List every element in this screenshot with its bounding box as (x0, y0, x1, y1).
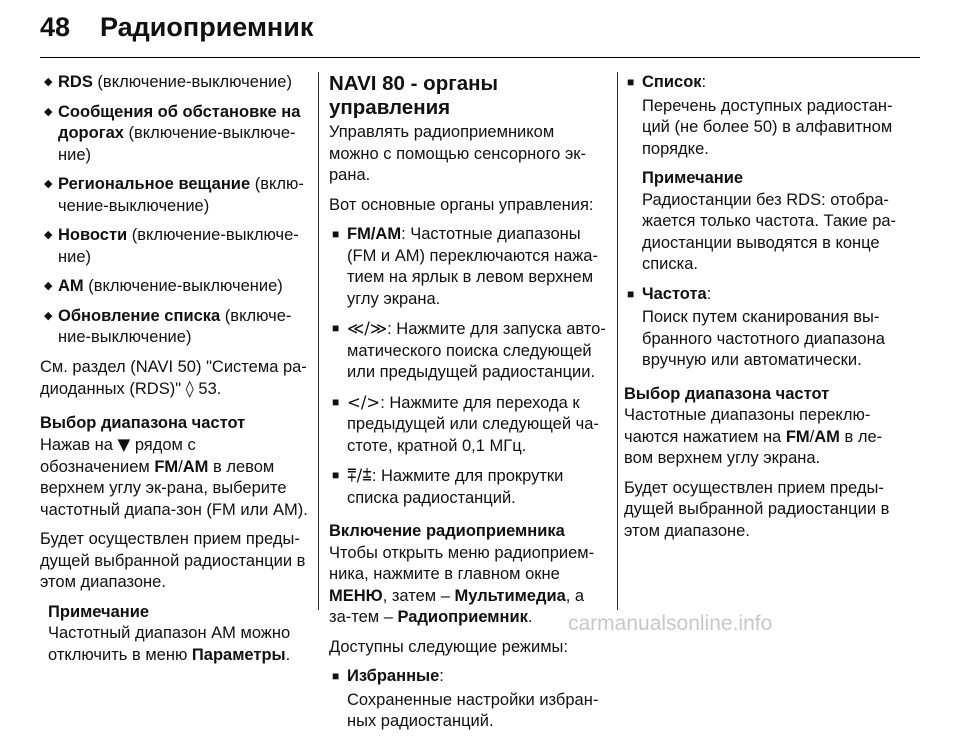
option-desc: (включение-выключение) (83, 277, 283, 295)
list-item (40, 225, 308, 268)
text: : Нажмите для прокрутки списка радиостанций. (347, 467, 564, 507)
option-name: Новости (58, 226, 128, 244)
text: : Нажмите для перехода к предыдущей или следующей ча-стоте, кратной 0,1 МГц. (347, 393, 599, 455)
section-heading: Выбор диапазона частот (40, 413, 246, 432)
text: : Частотные диапазоны (FM и AM) переключаются нажа-тием на ярлык в левом верхнем углу экрана. (347, 225, 598, 308)
rds-option-list (40, 72, 308, 349)
option-desc: (включение-выключение) (92, 73, 292, 91)
column-2 (329, 72, 607, 741)
paragraph: Вот основные органы управления: (329, 195, 594, 214)
fm-label: FM (785, 427, 810, 446)
option-desc: (включение-выключе-ние) (58, 124, 296, 164)
option-desc: (вклю-чение-выключение) (58, 175, 304, 215)
paragraph (624, 405, 900, 470)
menu-name: Параметры (191, 645, 286, 664)
cross-reference-page[interactable]: 53. (193, 380, 222, 398)
page-reference-icon: ◊ (185, 379, 194, 398)
menu-name: МЕНЮ (329, 586, 383, 605)
list-item (40, 72, 308, 94)
text: : Нажмите для запуска авто-матического поиска следующей или предыдущей радиостанции. (347, 320, 606, 381)
text: рядом с обозначением (40, 436, 196, 476)
option-name: Региональное вещание (58, 175, 251, 193)
option-desc: (включение-выключе-ние) (58, 226, 299, 266)
list-item (624, 284, 900, 306)
menu-name: Радиоприемник (397, 608, 528, 626)
text: / (178, 457, 183, 476)
option-name: RDS (58, 73, 93, 91)
scroll-icon: ⩱/⩲ (347, 466, 372, 485)
paragraph: Будет осуществлен прием преды-дущей выбранной радиостанции в этом диапазоне. (624, 478, 890, 540)
list-item (624, 72, 900, 94)
paragraph (40, 434, 308, 521)
menu-name: Мультимедиа (454, 586, 566, 605)
text: в ле-вом верхнем углу экрана. (624, 427, 883, 467)
paragraph: Управлять радиоприемником можно с помощью сенсорного эк-рана. (329, 123, 587, 184)
mode-description: Сохраненные настройки избран-ных радиостанций. (347, 690, 599, 730)
text: Чтобы открыть меню радиоприем-ника, нажмите в главном окне (329, 543, 595, 583)
note-box (624, 168, 900, 276)
text: : (701, 73, 707, 91)
section-heading: Выбор диапазона частот (624, 384, 830, 403)
am-label: AM (814, 427, 840, 446)
paragraph (329, 543, 607, 629)
note-text: Радиостанции без RDS: отобра-жается только частота. Такие ра-диостанции выводятся в конце списка. (642, 190, 897, 273)
note-title: Примечание (48, 602, 150, 621)
mode-label: Список (642, 73, 702, 91)
text: в левом верхнем углу эк-рана, выберите частотный диапа-зон (FM или AM). (40, 457, 308, 519)
mode-description: Поиск путем сканирования вы-бранного частотного диапазона вручную или автоматически. (642, 308, 885, 369)
section-heading: Включение радиоприемника (329, 522, 565, 540)
text: . (285, 645, 291, 664)
text: Частотные диапазоны переклю-чаются нажатием на (624, 406, 871, 446)
text: , а за-тем – (329, 586, 585, 626)
fm-label: FM (154, 457, 179, 476)
am-label: AM (182, 457, 209, 476)
text: Нажав на (40, 436, 118, 454)
page-number: 48 (40, 12, 71, 42)
page-header (0, 0, 960, 58)
text: , затем – (382, 586, 455, 605)
list-item (329, 465, 607, 509)
option-name: AM (58, 277, 84, 295)
list-item (40, 306, 308, 349)
column-divider (617, 72, 618, 610)
text: Частотный диапазон AM можно отключить в меню (48, 624, 291, 664)
list-item (40, 102, 308, 167)
text: / (809, 427, 815, 446)
list-item (329, 318, 607, 384)
cross-reference-text: См. раздел (NAVI 50) "Система ра-диоданных (RDS)" (40, 357, 307, 398)
control-label: FM/AM (347, 225, 402, 243)
note-text (48, 623, 308, 666)
header-divider (40, 57, 920, 58)
mode-label: Частота (642, 284, 707, 303)
list-item (40, 174, 308, 217)
option-desc: (включе-ние-выключение) (58, 306, 292, 346)
seek-icon: ≪/≫ (347, 319, 388, 338)
list-item (329, 392, 607, 458)
triangle-down-icon: ▼ (117, 435, 131, 454)
mode-description: Перечень доступных радиостан-ций (не более 50) в алфавитном порядке. (642, 96, 893, 158)
text: : (439, 667, 444, 685)
note-box (40, 602, 308, 667)
list-item (40, 276, 308, 298)
text: : (706, 284, 712, 303)
text: . (527, 608, 533, 626)
page-title: Радиоприемник (100, 12, 314, 42)
column-3 (624, 72, 900, 550)
paragraph: Будет осуществлен прием преды-дущей выбранной радиостанции в этом диапазоне. (40, 530, 306, 591)
section-title: NAVI 80 - органы управления (329, 72, 499, 119)
option-name: Обновление списка (58, 306, 221, 325)
option-name: Сообщения об обстановке на дорогах (58, 102, 301, 142)
step-icon: </> (347, 392, 381, 412)
cross-reference (40, 357, 308, 401)
note-title: Примечание (642, 169, 744, 187)
paragraph: Доступны следующие режимы: (329, 637, 568, 656)
column-1 (40, 72, 308, 674)
watermark: carmanualsonline.info (568, 612, 773, 635)
list-item (329, 224, 607, 310)
mode-label: Избранные (347, 667, 440, 685)
list-item (329, 666, 607, 688)
column-divider (318, 72, 319, 610)
